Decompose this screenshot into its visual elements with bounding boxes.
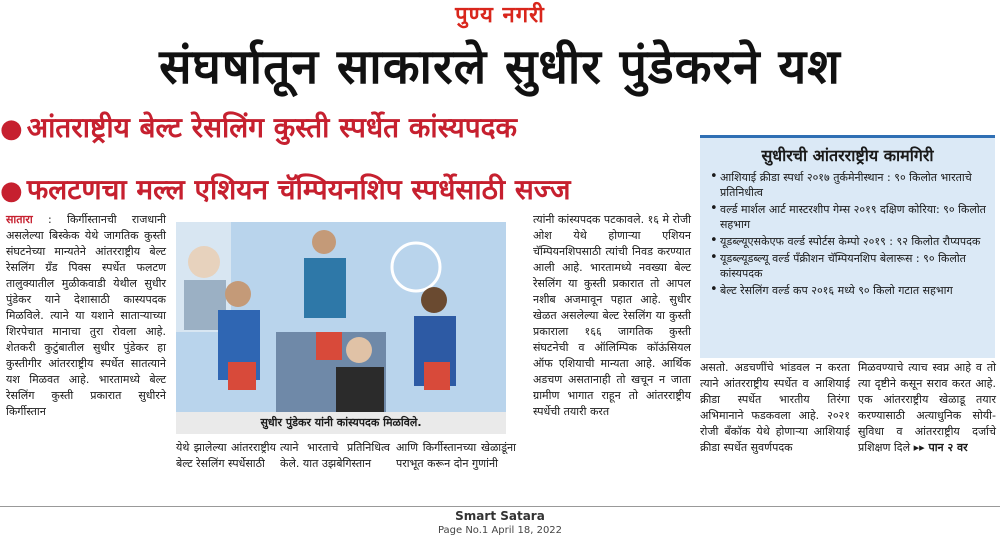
subheadline-2	[0, 170, 720, 210]
footer-title: Smart Satara	[455, 509, 545, 523]
newspaper-logo: पुण्य नगरी	[455, 3, 545, 28]
continued-on-page-2: ▸▸ पान २ वर	[913, 441, 968, 454]
podium-photo	[176, 222, 506, 412]
achievement-item: • यूडब्ल्यूएसकेएफ वर्ल्ड स्पोर्टस केम्पो २०१९ : ९२ किलोत रौप्यपदक	[710, 234, 989, 249]
achievement-item: • वर्ल्ड मार्शल आर्ट मास्टरशीप गेम्स २०१९ दक्षिण कोरिया: ९० किलोत सहभाग	[710, 202, 989, 232]
achievement-item: • आशियाई क्रीडा स्पर्धा २०१७ तुर्कमेनीस्थान : ९० किलोत भारताचे प्रतिनिधीत्व	[710, 170, 989, 200]
podium-illustration	[176, 222, 506, 412]
article-column-2c: आणि किर्गीस्तानच्या खेळाडूंना पराभूत करून दोन गुणांनी	[396, 441, 516, 470]
bullet-icon: ●	[0, 114, 23, 144]
footer	[0, 508, 1000, 541]
masthead	[0, 0, 1000, 32]
bullet-icon: ●	[0, 176, 23, 206]
article-column-2b: त्याने भारताचे प्रतिनिधित्व केले. यात उझबेगिस्तान	[280, 441, 390, 470]
photo-caption: सुधीर पुंडेकर यांनी कांस्यपदक मिळविले.	[176, 412, 506, 434]
article-column-2a: येथे झालेल्या आंतरराष्ट्रीय बेल्ट रेसलिंग स्पर्धेसाठी	[176, 441, 276, 470]
article-column-4: असतो. अडचणींचे भांडवल न करता त्याने आंतरराष्ट्रीय स्पर्धेत व आशियाई क्रीडा स्पर्धेत भारतीय तिरंगा अभिमानाने फडकवला आहे. २०२१ रोजी बँकॉक येथे होणाऱ्या आशियाई क्रीडा स्पर्धेत सुवर्णपदक	[700, 361, 850, 454]
article-text: : किर्गीस्तानची राजधानी असलेल्या बिस्केक येथे जागतिक कुस्ती संघटनेच्या मान्यतेने आंतरराष्ट्रीय बेल्ट रेसलिंग ग्रँड पिक्स स्पर्धेत फलटण तालुक्यातील मुळीकवाडी येथील सुधीर पुंडेकर याने देशासाठी कास्यपदक मिळविले. त्याने या यशाने साताऱ्याच्या शिरपेचात मानाचा तुरा रोवला आहे. शेतकरी कुटुंबातील सुधीर पुंडेकर हा कुस्तीगीर आंतरराष्ट्रीय स्पर्धेत सातत्याने यश मिळवत आहे. भारतामध्ये बेल्ट रेसलिंग कुस्ती प्रकारात सुधीरने किर्गीस्तान	[6, 213, 166, 418]
headline: संघर्षातून साकारले सुधीर पुंडेकरने यश	[159, 39, 841, 95]
footer-page-info: Page No.1 April 18, 2022	[437, 525, 563, 536]
subheadline-2-text: फलटणचा मल्ल एशियन चॅम्पियनशिप स्पर्धेसाठी सज्ज	[26, 173, 571, 206]
article-column-5	[858, 360, 996, 456]
achievements-title: सुधीरची आंतरराष्ट्रीय कामगिरी	[761, 146, 934, 165]
achievements-list	[700, 170, 995, 298]
footer-divider	[0, 506, 1000, 507]
achievement-item: • यूडब्ल्यूडब्ल्यू वर्ल्ड पँक्रीशन चॅम्पियनशिप बेलारूस : ९० किलोत कांस्यपदक	[710, 251, 989, 281]
achievements-box	[700, 135, 995, 358]
article-column-3: त्यांनी कांस्यपदक पटकावले. १६ मे रोजी ओश येथे होणाऱ्या एशियन चॅम्पियनशिपसाठी त्यांची निवड करण्यात आली आहे. भारतामध्ये नवख्या बेल्ट रेसलिंग या कुस्ती प्रकारात तो आपल नशीब अजमावून पहात आहे. सुधीर खेळत असलेल्या बेल्ट रेसलिंग या कुस्ती प्रकाराला १६६ जागतिक कुस्ती संघटनेची व ऑलिम्पिक कॉऊंसियल ऑफ एशियाची मान्यता आहे. आर्थिक अडचण असतानाही तो खचून न जाता ग्रामीण भागात राहून तो आंतरराष्ट्रीय स्पर्धेची तयारी करत	[533, 213, 691, 418]
dateline: सातारा	[6, 213, 33, 226]
subheadline-1-text: आंतराष्ट्रीय बेल्ट रेसलिंग कुस्ती स्पर्धेत कांस्यपदक	[26, 111, 517, 144]
achievement-item: • बेल्ट रेसलिंग वर्ल्ड कप २०१६ मध्ये ९० किलो गटात सहभाग	[710, 283, 989, 298]
article-column-1	[6, 212, 166, 512]
article-text: मिळवण्याचे त्याच स्वप्न आहे व तो त्या दृष्टीने कसून सराव करत आहे. एक आंतरराष्ट्रीय खेळाडू तयार करण्यासाठी अत्याधुनिक सोयी-सुविधा व आंतरराष्ट्रीय दर्जाचे प्रशिक्षण दिले	[858, 361, 996, 454]
subheadline-1	[0, 108, 720, 148]
